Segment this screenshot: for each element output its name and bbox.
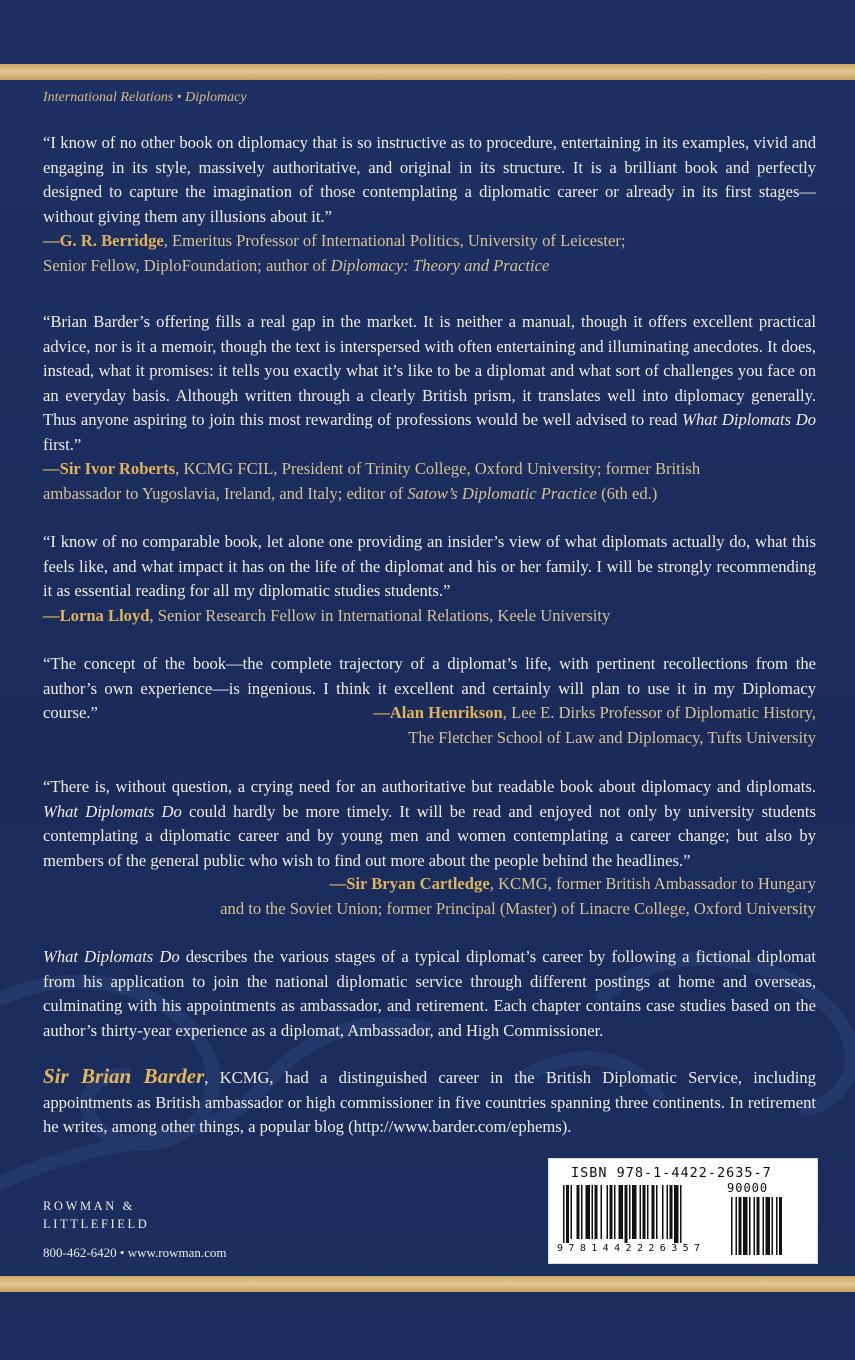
barcode-bar xyxy=(680,1185,682,1243)
quote-text-end: could hardly be more timely. It will be read and enjoyed not only by university students contemplating a diplomatic career and by young men and women contemplating a career change; but also by members of the general public who wish to find out more about the people behind the headlines.” xyxy=(43,801,816,870)
endorser-credit: , Senior Research Fellow in International Relations, Keele University xyxy=(149,605,611,625)
barcode-addon-bar xyxy=(772,1197,774,1255)
endorser-credit-line2: ambassador to Yugoslavia, Ireland, and Italy; editor of xyxy=(43,483,408,503)
gold-band-bottom xyxy=(0,1276,855,1292)
barcode-bar xyxy=(632,1185,637,1239)
author-bio xyxy=(43,1064,816,1140)
barcode-bar xyxy=(652,1185,655,1239)
barcode-bar xyxy=(595,1185,598,1239)
endorser-credit: , Lee E. Dirks Professor of Diplomatic History, xyxy=(502,703,816,722)
quote-text-end: first.” xyxy=(43,434,82,454)
barcode-bar xyxy=(592,1185,594,1239)
endorsement-quote xyxy=(43,310,816,457)
endorsement-cartledge xyxy=(43,775,816,873)
barcode-bar xyxy=(629,1185,631,1239)
price-code: 90000 xyxy=(727,1181,769,1195)
quote-book-title: What Diplomats Do xyxy=(682,410,817,429)
barcode-bar xyxy=(647,1185,649,1239)
endorser-credit: , KCMG FCIL, President of Trinity College, Oxford University; former British xyxy=(175,459,701,478)
barcode-bar xyxy=(586,1185,591,1239)
barcode-addon-bar xyxy=(731,1197,733,1255)
book-title: What Diplomats Do xyxy=(43,947,180,966)
endorser-name: —Sir Bryan Cartledge xyxy=(329,874,490,893)
endorsement-quote xyxy=(43,775,816,873)
endorser-credit: , Emeritus Professor of International Politics, University of Leicester; xyxy=(163,231,626,250)
barcode-bar xyxy=(656,1185,658,1239)
description-text: describes the various stages of a typical diplomat’s career by following a fictional diplomat from his application to join the national diplomatic service through different postings at home and overseas, culminating with his appointments as ambassador, and retirement. Each chapter contains case studies based on the author’s thirty-year experience as a diplomat, Ambassador, and High Commissioner. xyxy=(43,947,817,1040)
author-bio-text: , KCMG, had a distinguished career in the British Diplomatic Service, including appointments as British ambassador or high commissioner in five countries spanning three continents. In retirement he writes, among other things, a popular blog (http://www.barder.com/ephems). xyxy=(43,1068,816,1136)
endorsement-lloyd xyxy=(43,530,816,628)
book-description xyxy=(43,945,816,1043)
barcode-addon-bar xyxy=(739,1197,742,1255)
publisher-logo xyxy=(43,1197,149,1233)
barcode-bar xyxy=(674,1185,679,1243)
endorser-credit: , KCMG, former British Ambassador to Hungary xyxy=(489,874,816,893)
endorsement-attribution xyxy=(43,604,816,629)
endorser-book-title: Satow’s Diplomatic Practice xyxy=(407,483,597,503)
endorser-book-title: Diplomacy: Theory and Practice xyxy=(330,255,550,275)
endorser-name: —G. R. Berridge xyxy=(43,231,164,250)
endorsement-attribution xyxy=(43,457,816,506)
endorser-name: —Lorna Lloyd xyxy=(43,605,150,625)
barcode-addon-bar xyxy=(757,1197,760,1255)
barcode-addon-bar xyxy=(743,1197,748,1255)
publisher-contact: 800-462-6420 • www.rowman.com xyxy=(43,1245,227,1260)
category-label: International Relations • Diplomacy xyxy=(43,90,247,105)
barcode-bar xyxy=(619,1185,624,1239)
isbn-number: ISBN 978-1-4422-2635-7 xyxy=(571,1165,772,1181)
endorsement-quote: “The concept of the book—the complete trajectory of a diplomat’s life, with pertinent recollections from the author’s own experience—is ingenious. I think it excellent and certainly will plan to use it in my Diplomacy course.” xyxy=(43,654,816,722)
barcode-bar xyxy=(581,1185,583,1239)
barcode-addon-bar xyxy=(754,1197,756,1255)
quote-text: “Brian Barder’s offering fills a real gap in the market. It is neither a manual, though it offers excellent practical advice, nor is it a memoir, though the text is interspersed with often entertaining and illuminating anecdotes. It does, instead, what it promises: it tells you exactly what it’s like to be a diplomat and what sort of challenges you face on an everyday basis. Although written through a clearly British prism, it translates well into diplomacy generally. Thus anyone aspiring to join this most rewarding of professions would be well advised to read xyxy=(43,312,816,429)
barcode-bar xyxy=(563,1185,565,1243)
endorser-name: —Alan Henrikson xyxy=(373,703,503,722)
barcode-bar xyxy=(662,1185,664,1239)
barcode-addon-bar xyxy=(749,1197,751,1255)
barcode-bar xyxy=(577,1185,580,1239)
barcode-bar xyxy=(566,1185,569,1243)
barcode-bar xyxy=(643,1185,646,1239)
author-name: Sir Brian Barder xyxy=(43,1064,205,1088)
barcode-bar xyxy=(667,1185,669,1239)
endorsement-quote: “I know of no comparable book, let alone one providing an insider’s view of what diplomats actually do, what this feels like, and what impact it has on the life of the diplomat and his or her family. I will be strongly recommending it as essential reading for all my diplomatic studies students.” xyxy=(43,532,816,600)
barcode-addon-bar xyxy=(763,1197,765,1255)
attribution-lines xyxy=(43,701,816,750)
attribution-lines xyxy=(43,872,816,921)
barcode-bar xyxy=(601,1185,603,1239)
endorser-credit-line2: Senior Fellow, DiploFoundation; author of xyxy=(43,255,331,275)
barcode-bar xyxy=(670,1185,673,1239)
barcode-addon-bar xyxy=(736,1197,738,1255)
endorsement-attribution-cartledge xyxy=(43,872,816,921)
quote-text: “There is, without question, a crying need for an authoritative but readable book about diplomacy and diplomats. xyxy=(43,777,816,796)
barcode-digits: 9781442226357 xyxy=(557,1243,706,1254)
barcode-bar xyxy=(610,1185,613,1239)
publisher-line2: LITTLEFIELD xyxy=(43,1217,150,1231)
endorsement-attribution xyxy=(43,229,816,278)
isbn-barcode xyxy=(548,1158,818,1264)
barcode-bar xyxy=(625,1185,628,1243)
endorser-credit-tail: (6th ed.) xyxy=(596,483,658,503)
barcode-addon-bar xyxy=(766,1197,771,1255)
barcode-addon-bar xyxy=(779,1197,782,1255)
endorser-credit-line2: The Fletcher School of Law and Diplomacy, Tufts University xyxy=(408,727,816,747)
gold-band-top xyxy=(0,64,855,80)
barcode-bar xyxy=(640,1185,642,1239)
endorser-name: —Sir Ivor Roberts xyxy=(43,459,176,478)
endorser-credit-line2: and to the Soviet Union; former Principal (Master) of Linacre College, Oxford University xyxy=(220,898,816,918)
publisher-line1: ROWMAN & xyxy=(43,1199,135,1213)
quote-book-title: What Diplomats Do xyxy=(43,801,182,821)
barcode-addon-bar xyxy=(776,1197,778,1255)
endorsement-roberts xyxy=(43,310,816,506)
barcode-bar xyxy=(614,1185,616,1239)
barcode-bar xyxy=(607,1185,609,1239)
endorsement-quote: “I know of no other book on diplomacy that is so instructive as to procedure, entertaining in its examples, vivid and engaging in its style, massively authoritative, and original in its structure. It is a brilliant book and perfectly designed to capture the imagination of those contemplating a diplomatic career or already in its first stages—without giving them any illusions about it.” xyxy=(43,133,816,226)
barcode-bar xyxy=(571,1185,573,1239)
endorsement-berridge xyxy=(43,131,816,278)
endorsement-attribution xyxy=(43,701,816,750)
